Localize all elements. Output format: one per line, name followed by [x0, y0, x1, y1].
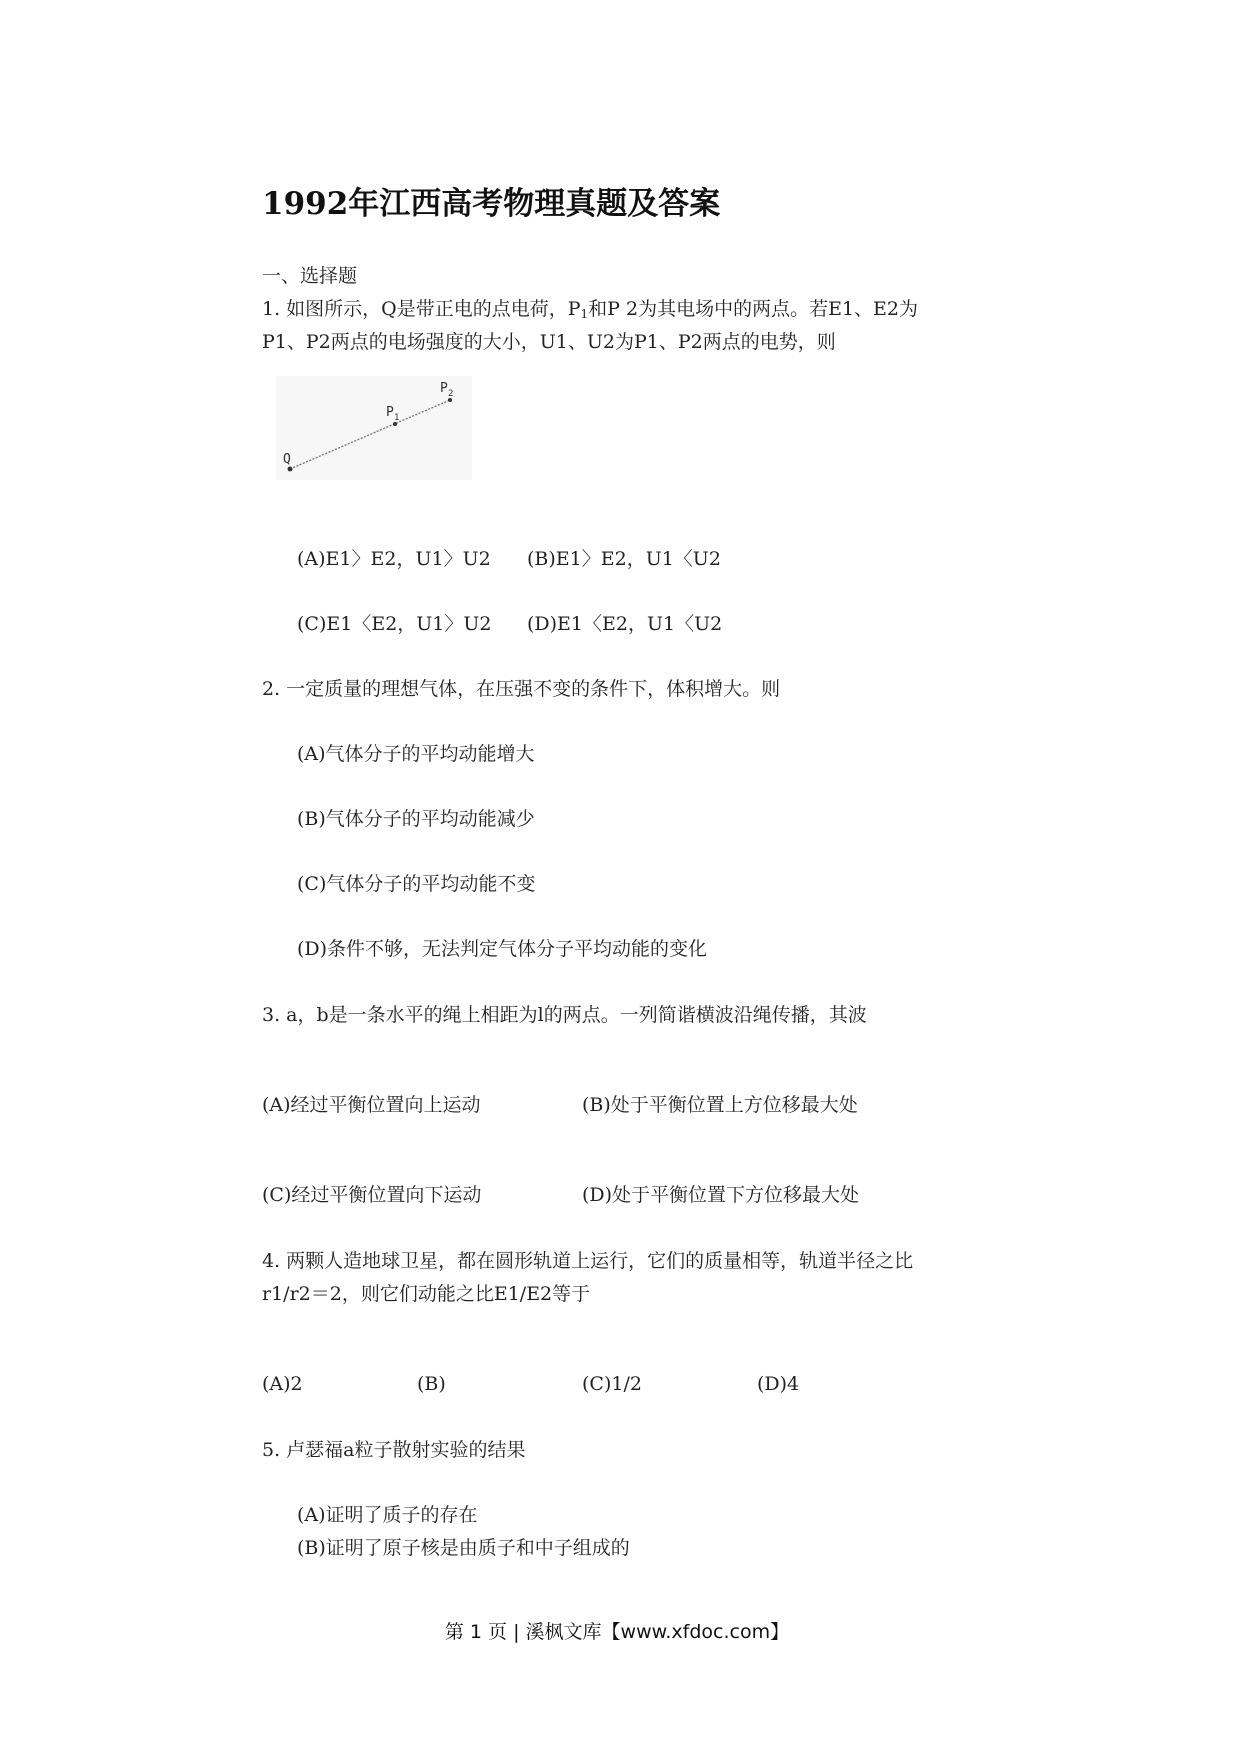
label-p2-sub: 2 — [448, 389, 454, 399]
question-5-stem: 5. 卢瑟福a粒子散射实验的结果 — [262, 1439, 526, 1461]
label-p2: P — [440, 381, 448, 396]
q2-option-d: (D)条件不够，无法判定气体分子平均动能的变化 — [297, 938, 708, 960]
q5-option-a: (A)证明了质子的存在 — [297, 1504, 478, 1526]
question-3-stem: 3. a，b是一条水平的绳上相距为l的两点。一列简谐横波沿绳传播，其波 — [262, 1004, 867, 1026]
q1-option-b: (B)E1〉E2，U1〈U2 — [527, 548, 721, 570]
q2-option-c: (C)气体分子的平均动能不变 — [297, 873, 536, 895]
question-1-line-1 — [262, 297, 918, 326]
q4-option-b: (B) — [417, 1373, 446, 1395]
section-heading: 一、选择题 — [262, 265, 358, 287]
document-title: 1992年江西高考物理真题及答案 — [262, 186, 721, 222]
q4-option-a: (A)2 — [262, 1373, 303, 1395]
q3-option-a: (A)经过平衡位置向上运动 — [262, 1094, 481, 1116]
q1-option-d: (D)E1〈E2，U1〈U2 — [527, 613, 723, 635]
page-footer: 第 1 页 | 溪枫文库【www.xfdoc.com】 — [444, 1621, 790, 1643]
q1-option-c: (C)E1〈E2，U1〉U2 — [297, 613, 492, 635]
question-4-line-1: 4. 两颗人造地球卫星，都在圆形轨道上运行，它们的质量相等，轨道半径之比 — [262, 1250, 914, 1272]
charge-q-point — [288, 467, 293, 472]
question-4-line-2: r1/r2＝2，则它们动能之比E1/E2等于 — [262, 1283, 591, 1305]
q3-option-b: (B)处于平衡位置上方位移最大处 — [582, 1094, 858, 1116]
label-p1: P — [386, 405, 394, 420]
question-1-line-2: P1、P2两点的电场强度的大小，U1、U2为P1、P2两点的电势，则 — [262, 331, 836, 353]
q2-option-b: (B)气体分子的平均动能减少 — [297, 808, 535, 830]
q2-option-a: (A)气体分子的平均动能增大 — [297, 743, 535, 765]
label-q: Q — [283, 452, 291, 467]
q1-text-part: 1. 如图所示，Q是带正电的点电荷，P — [262, 298, 581, 320]
q1-option-a: (A)E1〉E2，U1〉U2 — [297, 548, 491, 570]
q3-option-d: (D)处于平衡位置下方位移最大处 — [582, 1184, 860, 1206]
q3-option-c: (C)经过平衡位置向下运动 — [262, 1184, 482, 1206]
q4-option-c: (C)1/2 — [582, 1373, 642, 1395]
question-2-stem: 2. 一定质量的理想气体，在压强不变的条件下，体积增大。则 — [262, 678, 781, 700]
electric-field-figure — [276, 376, 472, 480]
q4-option-d: (D)4 — [757, 1373, 800, 1395]
q1-text-part: 和P 2为其电场中的两点。若E1、E2为 — [588, 298, 919, 320]
label-p1-sub: 1 — [394, 413, 400, 423]
q1-subscript: 1 — [580, 307, 589, 321]
q5-option-b: (B)证明了原子核是由质子和中子组成的 — [297, 1537, 630, 1559]
